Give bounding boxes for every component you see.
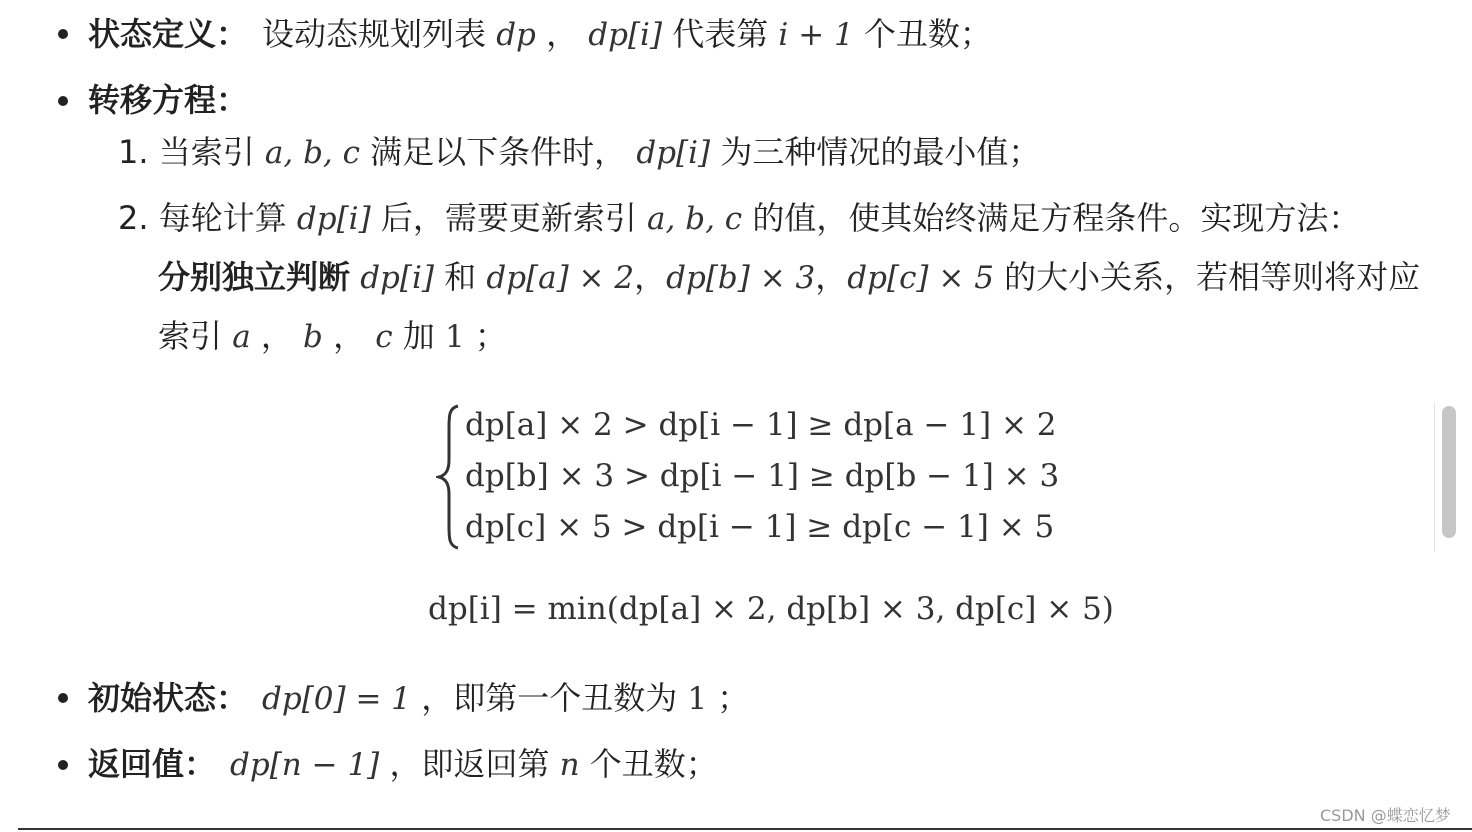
equation-case-3: dp[c] × 5 > dp[i − 1] ≥ dp[c − 1] × 5 bbox=[465, 509, 1055, 545]
equation-scrollbar-thumb[interactable] bbox=[1442, 406, 1456, 538]
text: 个丑数； bbox=[863, 15, 992, 53]
step-2-line-3 bbox=[158, 316, 507, 356]
text: 为三种情况的最小值； bbox=[720, 133, 1041, 171]
step-1 bbox=[118, 132, 1040, 172]
text: ， bbox=[260, 317, 293, 355]
left-brace-icon bbox=[436, 402, 464, 552]
text: 的大小关系，若相等则将对应 bbox=[1004, 258, 1421, 296]
text: ，即返回第 bbox=[389, 745, 550, 783]
math-dp-a-times-2: dp[a] × 2 bbox=[486, 260, 635, 296]
bullet-dot bbox=[58, 693, 68, 703]
text: ， bbox=[333, 317, 366, 355]
text: 个丑数； bbox=[589, 745, 718, 783]
equation-case-2: dp[b] × 3 > dp[i − 1] ≥ dp[b − 1] × 3 bbox=[465, 458, 1060, 494]
text: 和 bbox=[444, 258, 477, 296]
math-dp-i: dp[i] bbox=[588, 17, 663, 53]
text: 加 bbox=[402, 317, 435, 355]
math-1: 1 bbox=[444, 319, 465, 355]
math-dp-b-times-3: dp[b] × 3 bbox=[666, 260, 816, 296]
math-dp-i: dp[i] bbox=[636, 135, 711, 171]
math-b: b bbox=[303, 319, 323, 355]
math-c: c bbox=[375, 319, 393, 355]
text: ，即第一个丑数为 bbox=[421, 679, 678, 717]
text: 设动态规划列表 bbox=[262, 15, 487, 53]
math-abc: a, b, c bbox=[647, 201, 743, 237]
watermark: CSDN @蝶恋忆梦 bbox=[1320, 806, 1451, 825]
text: 的值，使其始终满足方程条件。实现方法： bbox=[752, 199, 1361, 237]
initial-state-label: 初始状态： bbox=[88, 679, 249, 717]
emphasis-text: 分别独立判断 bbox=[158, 258, 351, 296]
equation-case-1: dp[a] × 2 > dp[i − 1] ≥ dp[a − 1] × 2 bbox=[465, 407, 1057, 443]
text: ， bbox=[815, 258, 848, 296]
math-n: n bbox=[559, 747, 580, 783]
bullet-dot bbox=[58, 760, 68, 770]
equation-result: dp[i] = min(dp[a] × 2, dp[b] × 3, dp[c] × 5) bbox=[428, 591, 1114, 627]
text: 索引 bbox=[158, 317, 223, 355]
transition-label: 转移方程： bbox=[88, 81, 249, 119]
math-dp-c-times-5: dp[c] × 5 bbox=[847, 260, 994, 296]
text: ； bbox=[474, 317, 507, 355]
text: ， bbox=[634, 258, 667, 296]
text: 代表第 bbox=[672, 15, 769, 53]
text: ， bbox=[546, 15, 579, 53]
text: 当索引 bbox=[158, 133, 255, 171]
text: ； bbox=[717, 679, 750, 717]
return-value-item bbox=[88, 744, 718, 784]
step-2 bbox=[118, 198, 1360, 238]
initial-state-item bbox=[88, 678, 749, 718]
divider bbox=[18, 828, 1472, 830]
state-definition-item bbox=[88, 14, 992, 54]
text: 后，需要更新索引 bbox=[380, 199, 637, 237]
text: 满足以下条件时， bbox=[370, 133, 627, 171]
return-value-label: 返回值： bbox=[88, 745, 217, 783]
math-a: a bbox=[232, 319, 251, 355]
transition-item bbox=[88, 80, 248, 120]
math-i-plus-1: i + 1 bbox=[778, 17, 854, 53]
text: 每轮计算 bbox=[158, 199, 287, 237]
step-number: 1. bbox=[118, 133, 149, 171]
step-2-line-2 bbox=[158, 257, 1420, 297]
state-definition-label: 状态定义： bbox=[88, 15, 249, 53]
step-number: 2. bbox=[118, 199, 149, 237]
math-dp: dp bbox=[496, 17, 536, 53]
math-dp-0-equals-1: dp[0] = 1 bbox=[262, 681, 412, 717]
bullet-dot bbox=[58, 96, 68, 106]
math-dp-n-minus-1: dp[n − 1] bbox=[230, 747, 380, 783]
math-1: 1 bbox=[687, 681, 708, 717]
math-dp-i: dp[i] bbox=[296, 201, 371, 237]
math-dp-i: dp[i] bbox=[360, 260, 434, 296]
math-abc: a, b, c bbox=[264, 135, 360, 171]
bullet-dot bbox=[58, 29, 68, 39]
